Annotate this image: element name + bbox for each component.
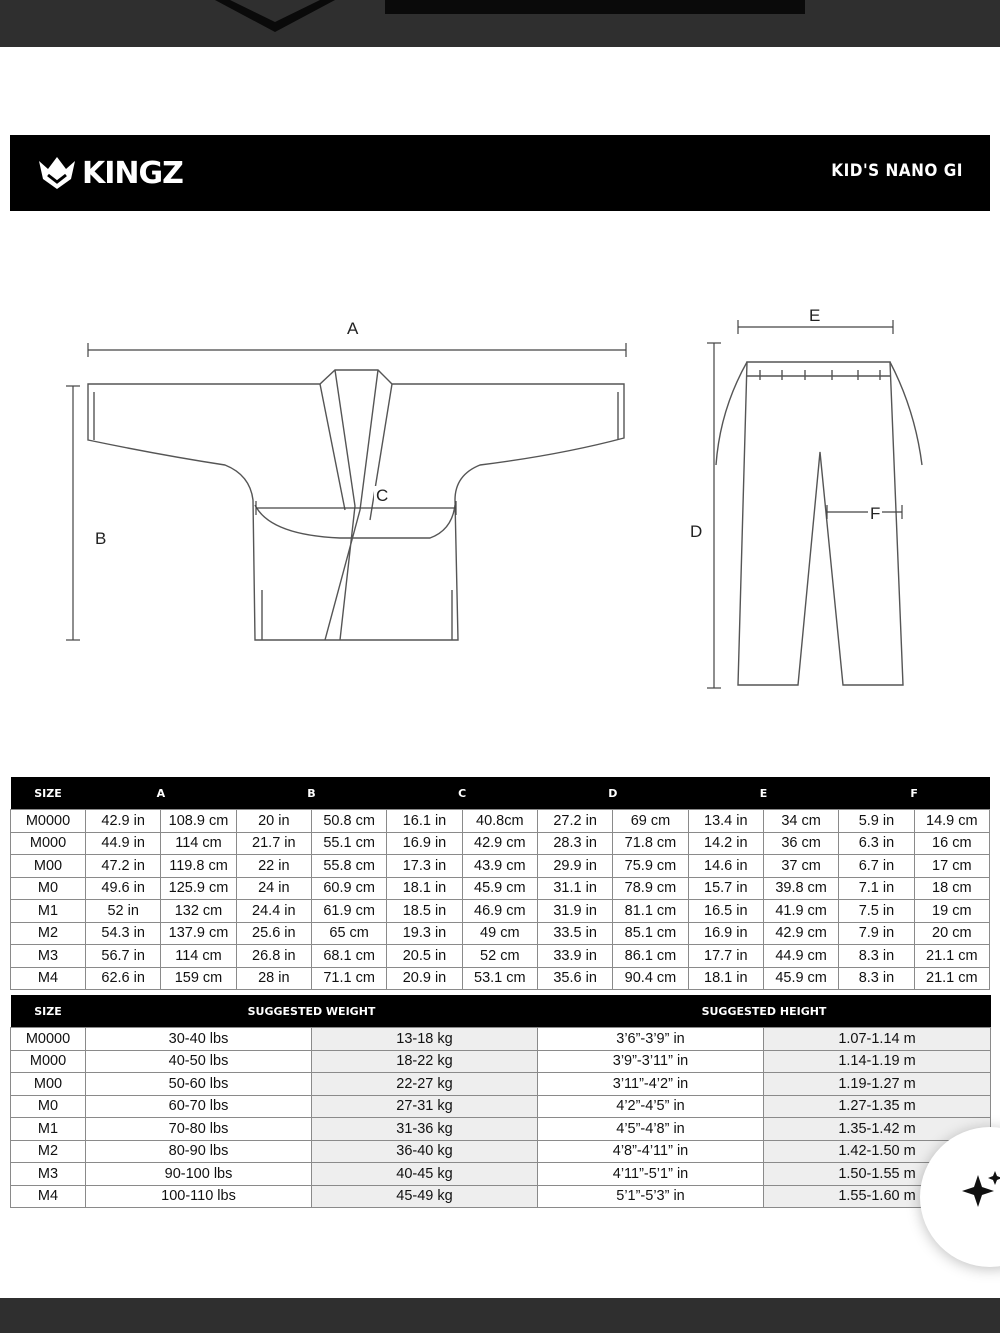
measurement-cell: 18.1 in bbox=[688, 967, 763, 990]
measurement-cell: 34 cm bbox=[763, 810, 838, 833]
measurement-cell: 15.7 in bbox=[688, 877, 763, 900]
measurement-cell: 61.9 cm bbox=[311, 900, 386, 923]
top-logo-fragment bbox=[0, 0, 1000, 47]
brand-logo[interactable] bbox=[38, 155, 183, 191]
measurement-cell: 5.9 in bbox=[839, 810, 914, 833]
measurement-cell: 47.2 in bbox=[86, 855, 161, 878]
measurement-cell: 71.8 cm bbox=[613, 832, 688, 855]
measurement-cell: 16.5 in bbox=[688, 900, 763, 923]
measurement-cell: 56.7 in bbox=[86, 945, 161, 968]
size-cell: M2 bbox=[11, 922, 86, 945]
measurement-cell: 52 cm bbox=[462, 945, 537, 968]
measurement-cell: 132 cm bbox=[161, 900, 236, 923]
weight-cell: 30-40 lbs bbox=[86, 1028, 312, 1051]
measurement-cell: 35.6 in bbox=[537, 967, 612, 990]
measurement-cell: 24 in bbox=[236, 877, 311, 900]
size-cell: M00 bbox=[11, 1073, 86, 1096]
table-row bbox=[11, 1050, 991, 1073]
measurement-cell: 6.3 in bbox=[839, 832, 914, 855]
measurement-cell: 68.1 cm bbox=[311, 945, 386, 968]
measurement-cell: 17 cm bbox=[914, 855, 989, 878]
product-name: KID'S NANO GI bbox=[831, 161, 963, 181]
measurement-cell: 108.9 cm bbox=[161, 810, 236, 833]
measurement-cell: 52 in bbox=[86, 900, 161, 923]
measurement-cell: 14.6 in bbox=[688, 855, 763, 878]
header-size: SIZE bbox=[11, 777, 86, 810]
measurement-cell: 86.1 cm bbox=[613, 945, 688, 968]
measurement-cell: 65 cm bbox=[311, 922, 386, 945]
table-row bbox=[11, 1118, 991, 1141]
table-row bbox=[11, 832, 990, 855]
logo-text: KINGZ bbox=[82, 155, 183, 191]
table-row bbox=[11, 1163, 991, 1186]
measurement-cell: 13.4 in bbox=[688, 810, 763, 833]
table-row bbox=[11, 855, 990, 878]
measurement-cell: 71.1 cm bbox=[311, 967, 386, 990]
table-row bbox=[11, 900, 990, 923]
size-cell: M000 bbox=[11, 1050, 86, 1073]
header-b: B bbox=[236, 777, 387, 810]
size-cell: M0 bbox=[11, 1095, 86, 1118]
measurement-cell: 81.1 cm bbox=[613, 900, 688, 923]
size-cell: M1 bbox=[11, 900, 86, 923]
height-cell: 4’5”-4’8” in bbox=[538, 1118, 764, 1141]
height-cell: 5’1”-5’3” in bbox=[538, 1185, 764, 1208]
measurement-cell: 8.3 in bbox=[839, 945, 914, 968]
measure-lines bbox=[66, 320, 902, 688]
measurement-cell: 31.1 in bbox=[537, 877, 612, 900]
measurement-cell: 114 cm bbox=[161, 832, 236, 855]
weight-cell: 100-110 lbs bbox=[86, 1185, 312, 1208]
measurement-cell: 49.6 in bbox=[86, 877, 161, 900]
header-f: F bbox=[839, 777, 990, 810]
measurement-cell: 46.9 cm bbox=[462, 900, 537, 923]
height-cell: 1.50-1.55 m bbox=[764, 1163, 991, 1186]
measurement-cell: 44.9 cm bbox=[763, 945, 838, 968]
measurement-cell: 42.9 in bbox=[86, 810, 161, 833]
size-cell: M3 bbox=[11, 945, 86, 968]
label-e: E bbox=[809, 306, 821, 325]
table-row bbox=[11, 1028, 991, 1051]
header-c: C bbox=[387, 777, 538, 810]
weight-height-header-row bbox=[11, 995, 991, 1028]
size-cell: M0000 bbox=[11, 810, 86, 833]
height-cell: 1.42-1.50 m bbox=[764, 1140, 991, 1163]
header-weight: SUGGESTED WEIGHT bbox=[86, 995, 538, 1028]
height-cell: 1.07-1.14 m bbox=[764, 1028, 991, 1051]
height-cell: 4’8”-4’11” in bbox=[538, 1140, 764, 1163]
weight-cell: 50-60 lbs bbox=[86, 1073, 312, 1096]
measurement-cell: 69 cm bbox=[613, 810, 688, 833]
table-row bbox=[11, 967, 990, 990]
measurement-cell: 75.9 cm bbox=[613, 855, 688, 878]
weight-cell: 22-27 kg bbox=[312, 1073, 538, 1096]
table-row bbox=[11, 1140, 991, 1163]
crown-icon bbox=[38, 155, 76, 191]
top-bar bbox=[0, 0, 1000, 47]
weight-cell: 70-80 lbs bbox=[86, 1118, 312, 1141]
height-cell: 1.14-1.19 m bbox=[764, 1050, 991, 1073]
measurement-cell: 60.9 cm bbox=[311, 877, 386, 900]
header-size: SIZE bbox=[11, 995, 86, 1028]
measurement-cell: 27.2 in bbox=[537, 810, 612, 833]
measurement-cell: 20 cm bbox=[914, 922, 989, 945]
measurement-cell: 85.1 cm bbox=[613, 922, 688, 945]
size-cell: M0000 bbox=[11, 1028, 86, 1051]
weight-cell: 31-36 kg bbox=[312, 1118, 538, 1141]
measurement-cell: 18.1 in bbox=[387, 877, 462, 900]
measurement-cell: 90.4 cm bbox=[613, 967, 688, 990]
weight-cell: 80-90 lbs bbox=[86, 1140, 312, 1163]
weight-cell: 18-22 kg bbox=[312, 1050, 538, 1073]
measurement-cell: 28.3 in bbox=[537, 832, 612, 855]
measurement-cell: 16.9 in bbox=[688, 922, 763, 945]
measurement-cell: 16.9 in bbox=[387, 832, 462, 855]
measurement-cell: 42.9 cm bbox=[763, 922, 838, 945]
table-row bbox=[11, 945, 990, 968]
weight-cell: 13-18 kg bbox=[312, 1028, 538, 1051]
measurement-cell: 20.9 in bbox=[387, 967, 462, 990]
header-e: E bbox=[688, 777, 839, 810]
measurement-cell: 42.9 cm bbox=[462, 832, 537, 855]
height-cell: 1.35-1.42 m bbox=[764, 1118, 991, 1141]
measurement-cell: 7.9 in bbox=[839, 922, 914, 945]
measurement-cell: 20.5 in bbox=[387, 945, 462, 968]
measurement-cell: 125.9 cm bbox=[161, 877, 236, 900]
measurement-cell: 49 cm bbox=[462, 922, 537, 945]
measurement-cell: 41.9 cm bbox=[763, 900, 838, 923]
weight-cell: 40-50 lbs bbox=[86, 1050, 312, 1073]
measurement-cell: 6.7 in bbox=[839, 855, 914, 878]
measurement-cell: 50.8 cm bbox=[311, 810, 386, 833]
weight-cell: 27-31 kg bbox=[312, 1095, 538, 1118]
header-d: D bbox=[537, 777, 688, 810]
measurement-cell: 24.4 in bbox=[236, 900, 311, 923]
weight-cell: 40-45 kg bbox=[312, 1163, 538, 1186]
measurement-cell: 54.3 in bbox=[86, 922, 161, 945]
measurement-cell: 33.9 in bbox=[537, 945, 612, 968]
label-b: B bbox=[95, 529, 107, 548]
measurement-cell: 29.9 in bbox=[537, 855, 612, 878]
height-cell: 3’9”-3’11” in bbox=[538, 1050, 764, 1073]
measurement-cell: 36 cm bbox=[763, 832, 838, 855]
weight-cell: 90-100 lbs bbox=[86, 1163, 312, 1186]
height-cell: 1.27-1.35 m bbox=[764, 1095, 991, 1118]
label-f: F bbox=[870, 504, 881, 523]
measurement-cell: 8.3 in bbox=[839, 967, 914, 990]
label-d: D bbox=[690, 522, 703, 541]
measurement-cell: 28 in bbox=[236, 967, 311, 990]
height-cell: 3’6”-3’9” in bbox=[538, 1028, 764, 1051]
measurement-cell: 21.1 cm bbox=[914, 945, 989, 968]
measurement-cell: 55.8 cm bbox=[311, 855, 386, 878]
measurement-cell: 21.7 in bbox=[236, 832, 311, 855]
height-cell: 3’11”-4’2” in bbox=[538, 1073, 764, 1096]
measurement-cell: 19.3 in bbox=[387, 922, 462, 945]
measurement-cell: 31.9 in bbox=[537, 900, 612, 923]
header-a: A bbox=[86, 777, 237, 810]
measurement-cell: 18.5 in bbox=[387, 900, 462, 923]
measurement-cell: 55.1 cm bbox=[311, 832, 386, 855]
measurement-cell: 37 cm bbox=[763, 855, 838, 878]
measurement-cell: 40.8cm bbox=[462, 810, 537, 833]
measurement-cell: 26.8 in bbox=[236, 945, 311, 968]
measurement-cell: 17.3 in bbox=[387, 855, 462, 878]
measurement-cell: 14.2 in bbox=[688, 832, 763, 855]
table-row bbox=[11, 810, 990, 833]
measurement-cell: 7.1 in bbox=[839, 877, 914, 900]
weight-height-table bbox=[10, 995, 991, 1208]
measurement-cell: 78.9 cm bbox=[613, 877, 688, 900]
size-cell: M00 bbox=[11, 855, 86, 878]
measurement-cell: 22 in bbox=[236, 855, 311, 878]
weight-cell: 36-40 kg bbox=[312, 1140, 538, 1163]
table-row bbox=[11, 1185, 991, 1208]
table-row bbox=[11, 1095, 991, 1118]
measurement-cell: 33.5 in bbox=[537, 922, 612, 945]
measurement-cell: 20 in bbox=[236, 810, 311, 833]
height-cell: 4’2”-4’5” in bbox=[538, 1095, 764, 1118]
height-cell: 1.19-1.27 m bbox=[764, 1073, 991, 1096]
size-cell: M3 bbox=[11, 1163, 86, 1186]
height-cell: 4’11”-5’1” in bbox=[538, 1163, 764, 1186]
measurement-cell: 45.9 cm bbox=[462, 877, 537, 900]
size-cell: M4 bbox=[11, 967, 86, 990]
table-row bbox=[11, 1073, 991, 1096]
header-height: SUGGESTED HEIGHT bbox=[538, 995, 991, 1028]
measurement-cell: 16 cm bbox=[914, 832, 989, 855]
measurement-cell: 25.6 in bbox=[236, 922, 311, 945]
weight-cell: 45-49 kg bbox=[312, 1185, 538, 1208]
measurement-cell: 44.9 in bbox=[86, 832, 161, 855]
measurement-cell: 62.6 in bbox=[86, 967, 161, 990]
size-diagram bbox=[0, 300, 1000, 700]
label-a: A bbox=[347, 319, 359, 338]
dimensions-table bbox=[10, 777, 990, 990]
measurement-cell: 39.8 cm bbox=[763, 877, 838, 900]
measurement-cell: 114 cm bbox=[161, 945, 236, 968]
height-cell: 1.55-1.60 m bbox=[764, 1185, 991, 1208]
measurement-cell: 119.8 cm bbox=[161, 855, 236, 878]
bottom-bar bbox=[0, 1298, 1000, 1333]
size-cell: M1 bbox=[11, 1118, 86, 1141]
measurement-cell: 53.1 cm bbox=[462, 967, 537, 990]
size-cell: M000 bbox=[11, 832, 86, 855]
sparkle-icon bbox=[962, 1171, 1000, 1211]
label-c: C bbox=[376, 486, 389, 505]
measurement-cell: 7.5 in bbox=[839, 900, 914, 923]
size-cell: M4 bbox=[11, 1185, 86, 1208]
brand-header bbox=[10, 135, 990, 211]
measurement-cell: 45.9 cm bbox=[763, 967, 838, 990]
jacket-outline bbox=[88, 370, 624, 640]
measurement-cell: 18 cm bbox=[914, 877, 989, 900]
weight-cell: 60-70 lbs bbox=[86, 1095, 312, 1118]
size-cell: M0 bbox=[11, 877, 86, 900]
table-row bbox=[11, 922, 990, 945]
pants-outline bbox=[716, 362, 922, 685]
measurement-cell: 17.7 in bbox=[688, 945, 763, 968]
table-row bbox=[11, 877, 990, 900]
measurement-cell: 19 cm bbox=[914, 900, 989, 923]
measurement-cell: 16.1 in bbox=[387, 810, 462, 833]
measurement-cell: 21.1 cm bbox=[914, 967, 989, 990]
measurement-cell: 137.9 cm bbox=[161, 922, 236, 945]
measurement-cell: 14.9 cm bbox=[914, 810, 989, 833]
size-cell: M2 bbox=[11, 1140, 86, 1163]
measurement-cell: 43.9 cm bbox=[462, 855, 537, 878]
measurement-cell: 159 cm bbox=[161, 967, 236, 990]
dimensions-header-row bbox=[11, 777, 990, 810]
